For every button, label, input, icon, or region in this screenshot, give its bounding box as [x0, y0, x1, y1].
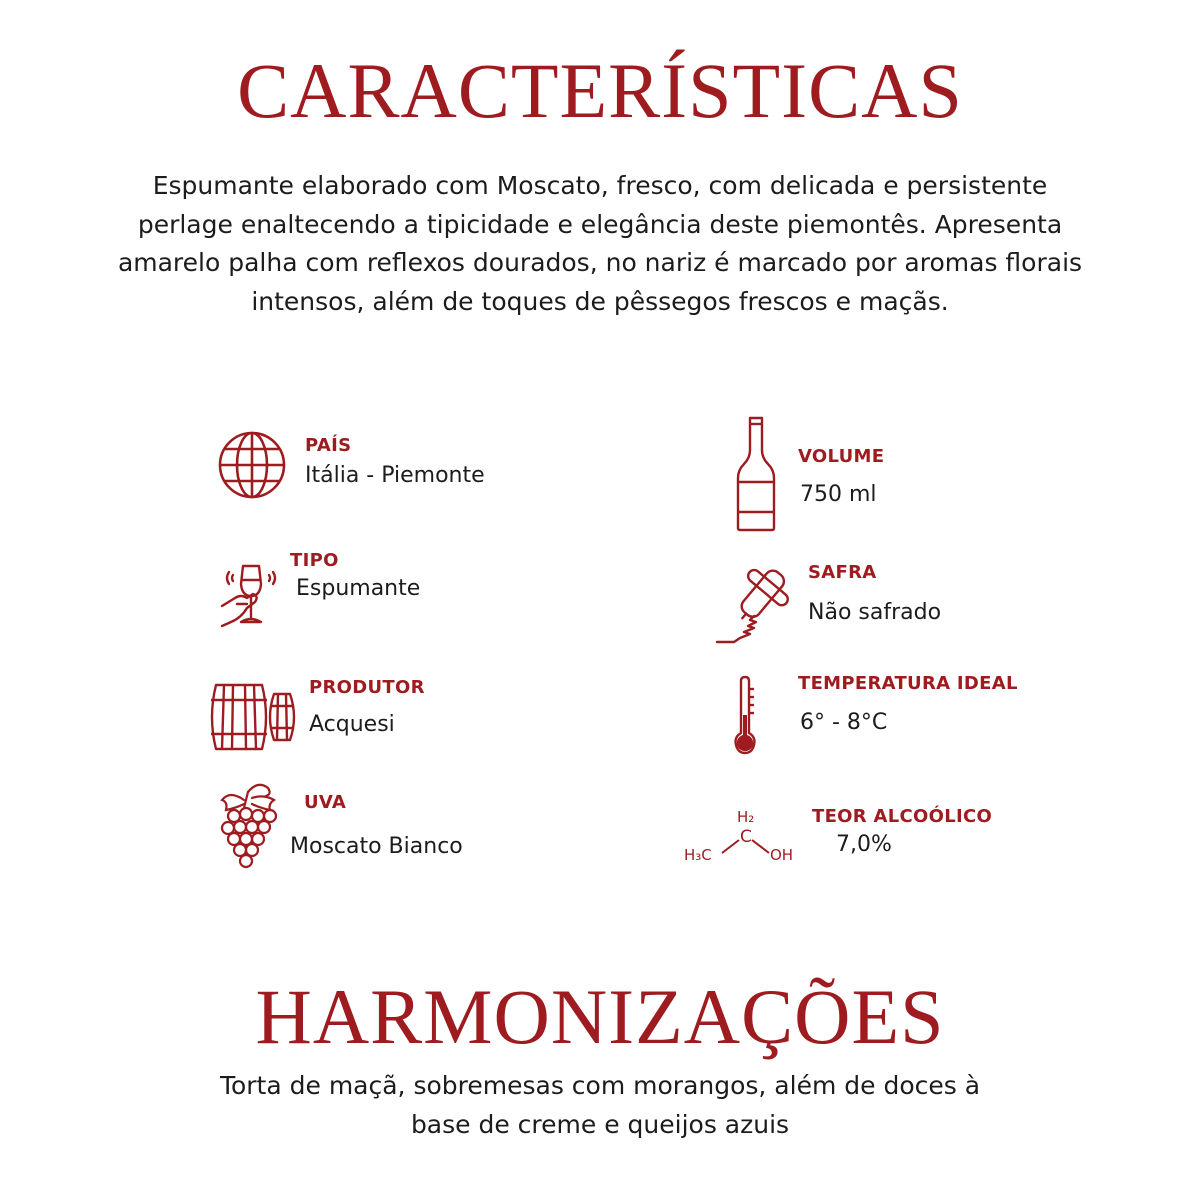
uva-value: Moscato Bianco [290, 834, 463, 859]
caracteristicas-title: CARACTERÍSTICAS [237, 47, 963, 134]
globe-icon [217, 430, 287, 500]
safra-value: Não safrado [808, 600, 942, 625]
grapes-icon [214, 782, 284, 868]
temperatura-value: 6° - 8°C [800, 710, 888, 735]
corkscrew-icon [714, 562, 800, 646]
ethanol-molecule-icon [684, 806, 800, 866]
molecule-ch2: H₂ [737, 808, 755, 826]
harmonizacoes-title: HARMONIZAÇÕES [255, 973, 945, 1060]
volume-label: VOLUME [798, 446, 885, 467]
teor-label: TEOR ALCOÓLICO [812, 806, 993, 827]
teor-value: 7,0% [836, 832, 892, 857]
bottle-icon [736, 416, 776, 532]
temperatura-label: TEMPERATURA IDEAL [798, 673, 1018, 694]
harmonizacoes-description: Torta de maçã, sobremesas com morangos, além de doces à base de creme e queijos azuis [219, 1071, 981, 1139]
produtor-value: Acquesi [309, 712, 395, 737]
volume-value: 750 ml [800, 482, 877, 507]
tipo-value: Espumante [296, 576, 421, 601]
pais-value: Itália - Piemonte [305, 463, 485, 488]
molecule-oh: OH [770, 846, 794, 864]
tipo-label: TIPO [290, 550, 339, 571]
thermometer-icon [732, 675, 762, 755]
uva-label: UVA [304, 792, 347, 813]
produtor-label: PRODUTOR [309, 677, 425, 698]
molecule-h3c: H₃C [684, 846, 712, 864]
caracteristicas-description: Espumante elaborado com Moscato, fresco, com delicada e persistente perlage enaltecendo a tipicidade e elegância deste piemontês. Apresenta amarelo palha com reflexos dourados, no nariz é marcado por aromas florais intensos, além de toques de pêssegos frescos e maçãs. [117, 171, 1083, 316]
molecule-c: C [740, 827, 752, 847]
barrels-icon [208, 682, 298, 752]
safra-label: SAFRA [808, 562, 877, 583]
wine-glass-icon [219, 558, 283, 630]
pais-label: PAÍS [305, 435, 352, 456]
